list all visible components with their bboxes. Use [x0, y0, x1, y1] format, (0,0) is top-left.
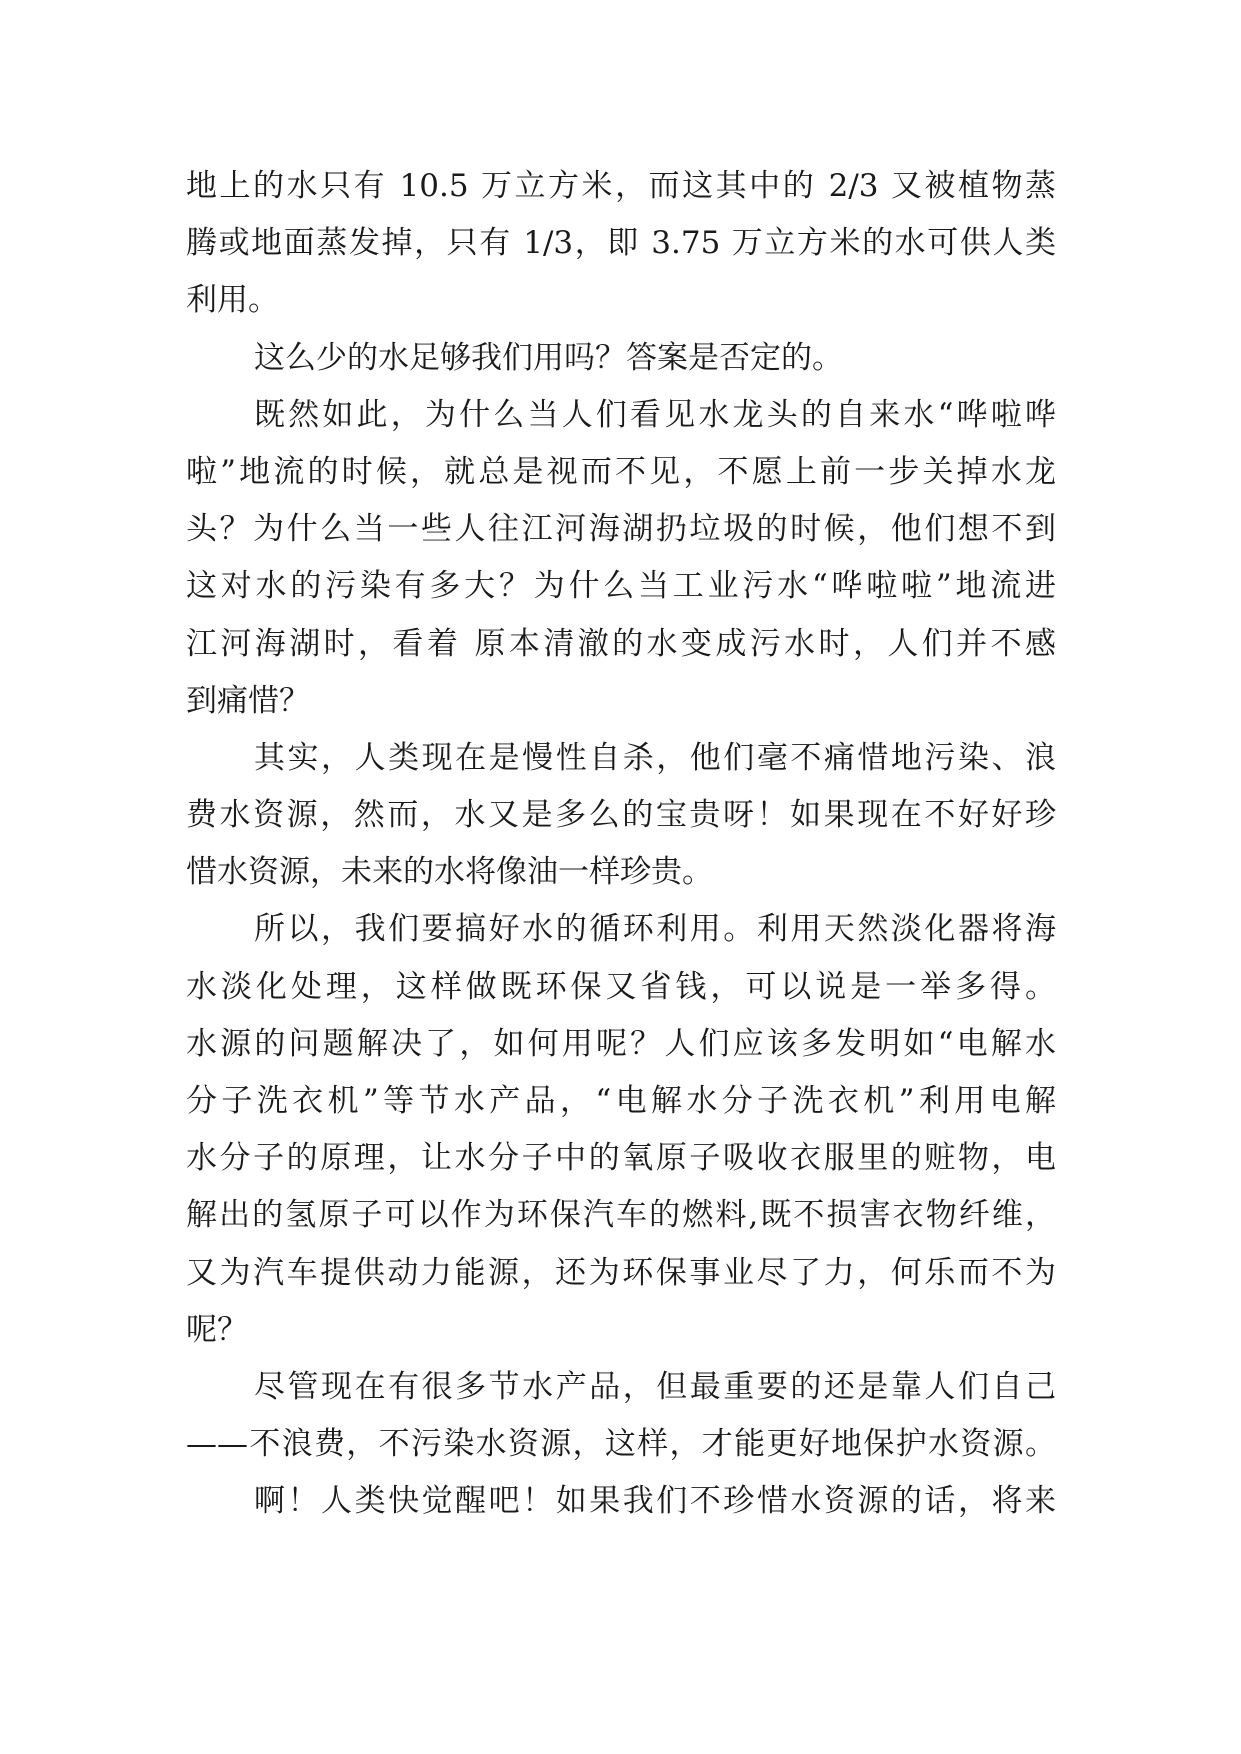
text-line: 水淡化处理，这样做既环保又省钱，可以说是一举多得。 — [186, 968, 1056, 1005]
text-line: 地上的水只有 10.5 万立方米，而这其中的 2/3 又被植物蒸 — [186, 168, 1056, 204]
text-line: ——不浪费，不污染水资源，这样，才能更好地保护水资源。 — [186, 1426, 1056, 1463]
text-line: 水分子的原理，让水分子中的氧原子吸收衣服里的赃物，电 — [186, 1140, 1056, 1177]
text-line: 头？为什么当一些人往江河海湖扔垃圾的时候，他们想不到 — [186, 511, 1056, 548]
text-line: 到痛惜？ — [186, 682, 310, 719]
text-line: 又为汽车提供动力能源，还为环保事业尽了力，何乐而不为 — [186, 1254, 1056, 1291]
text-line: 这对水的污染有多大？为什么当工业污水“哗啦啦”地流进 — [186, 568, 1056, 605]
text-line: 尽管现在有很多节水产品，但最重要的还是靠人们自己 — [254, 1368, 1056, 1405]
text-line: 腾或地面蒸发掉，只有 1/3，即 3.75 万立方米的水可供人类 — [186, 225, 1056, 262]
text-line: 费水资源，然而，水又是多么的宝贵呀！如果现在不好好珍 — [186, 797, 1056, 834]
text-line: 啦”地流的时候，就总是视而不见，不愿上前一步关掉水龙 — [186, 453, 1056, 490]
text-line: 其实，人类现在是慢性自杀，他们毫不痛惜地污染、浪 — [254, 739, 1056, 776]
text-line: 所以，我们要搞好水的循环利用。利用天然淡化器将海 — [254, 911, 1056, 948]
text-line: 利用。 — [186, 282, 279, 319]
text-line: 既然如此，为什么当人们看见水龙头的自来水“哗啦哗 — [254, 396, 1056, 433]
text-line: 分子洗衣机”等节水产品，“电解水分子洗衣机”利用电解 — [186, 1083, 1056, 1119]
text-line: 啊！人类快觉醒吧！如果我们不珍惜水资源的话，将来 — [254, 1483, 1056, 1520]
text-line: 水源的问题解决了，如何用呢？人们应该多发明如“电解水 — [186, 1025, 1056, 1062]
text-line: 解出的氢原子可以作为环保汽车的燃料,既不损害衣物纤维， — [186, 1197, 1056, 1234]
text-line: 呢？ — [186, 1311, 248, 1348]
body-text — [186, 158, 1056, 1531]
text-line: 江河海湖时，看着 原本清澈的水变成污水时，人们并不感 — [186, 625, 1056, 662]
text-line: 惜水资源，未来的水将像油一样珍贵。 — [186, 854, 713, 891]
text-line: 这么少的水足够我们用吗？答案是否定的。 — [254, 339, 843, 376]
